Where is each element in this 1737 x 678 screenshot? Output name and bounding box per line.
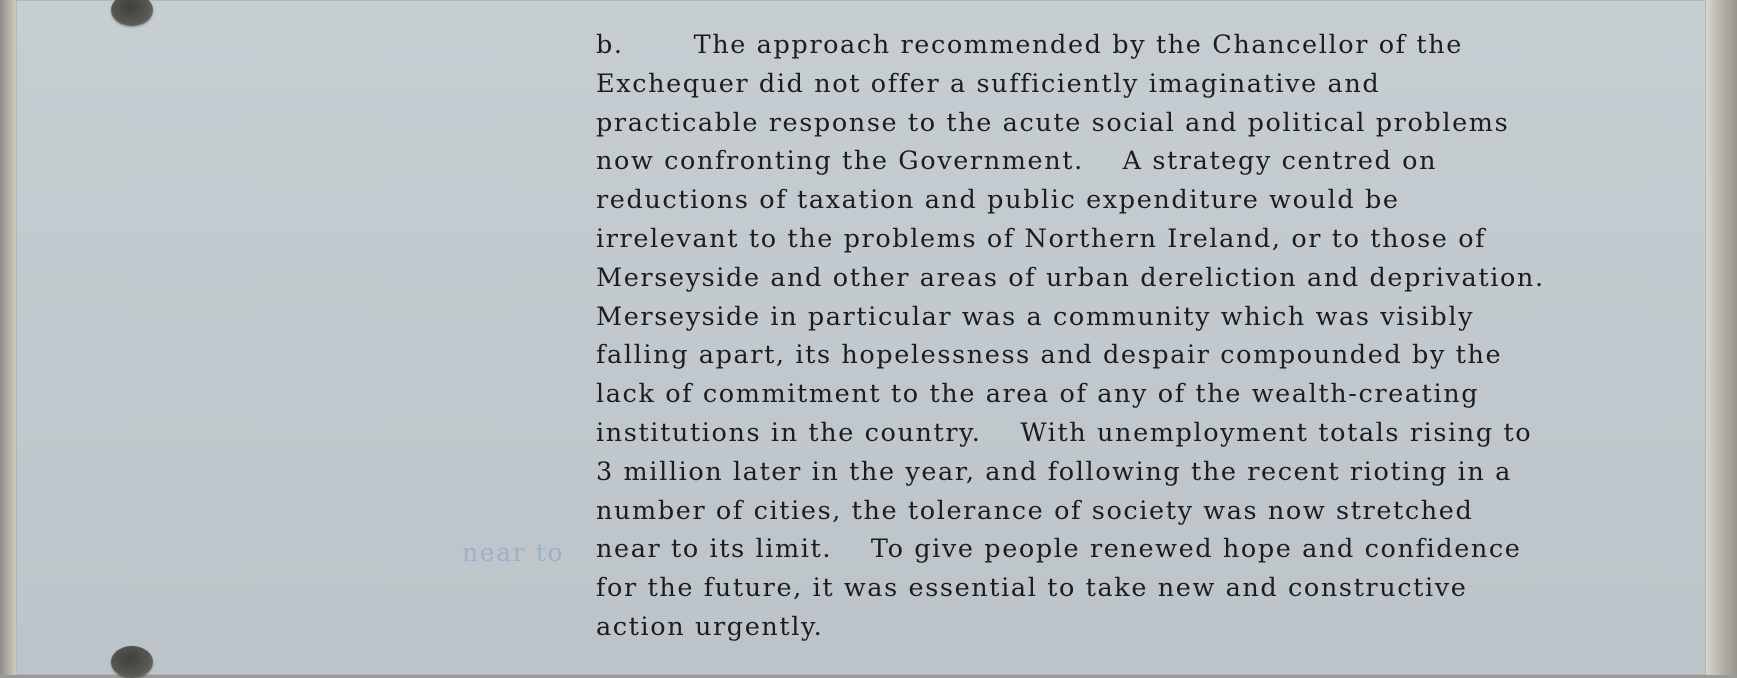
margin-ghost-text: near to — [462, 538, 564, 567]
paragraph-b — [596, 26, 1706, 647]
text-line-5: reductions of taxation and public expenditure would be — [596, 185, 1400, 216]
text-line-8: Merseyside in particular was a community which was visibly — [596, 301, 1475, 332]
text-line-14: near to its limit. To give people renewed hope and confidence — [596, 534, 1522, 565]
text-line-11: institutions in the country. With unemployment totals rising to — [596, 417, 1533, 448]
text-line-2: Exchequer did not offer a sufficiently imaginative and — [596, 68, 1381, 99]
text-line-9: falling apart, its hopelessness and despair compounded by the — [596, 340, 1503, 371]
text-line-13: number of cities, the tolerance of society was now stretched — [596, 495, 1474, 526]
text-line-1-body: The approach recommended by the Chancellor of the — [693, 30, 1463, 60]
punch-hole-top — [111, 0, 153, 26]
text-line-16: action urgently. — [596, 611, 824, 642]
text-line-12: 3 million later in the year, and following the recent rioting in a — [596, 456, 1512, 487]
paragraph-label: b. — [596, 30, 624, 60]
text-line-1 — [596, 26, 1706, 65]
punch-hole-bottom — [111, 646, 153, 678]
text-line-10: lack of commitment to the area of any of the wealth-creating — [596, 379, 1480, 410]
text-line-6: irrelevant to the problems of Northern Ireland, or to those of — [596, 223, 1487, 254]
text-line-15: for the future, it was essential to take new and constructive — [596, 573, 1468, 604]
text-line-7: Merseyside and other areas of urban dereliction and deprivation. — [596, 262, 1545, 293]
paper-right-edge — [1706, 0, 1737, 675]
text-line-4: now confronting the Government. A strategy centred on — [596, 146, 1438, 177]
paper-left-edge — [0, 0, 16, 675]
text-line-3: practicable response to the acute social and political problems — [596, 107, 1510, 138]
